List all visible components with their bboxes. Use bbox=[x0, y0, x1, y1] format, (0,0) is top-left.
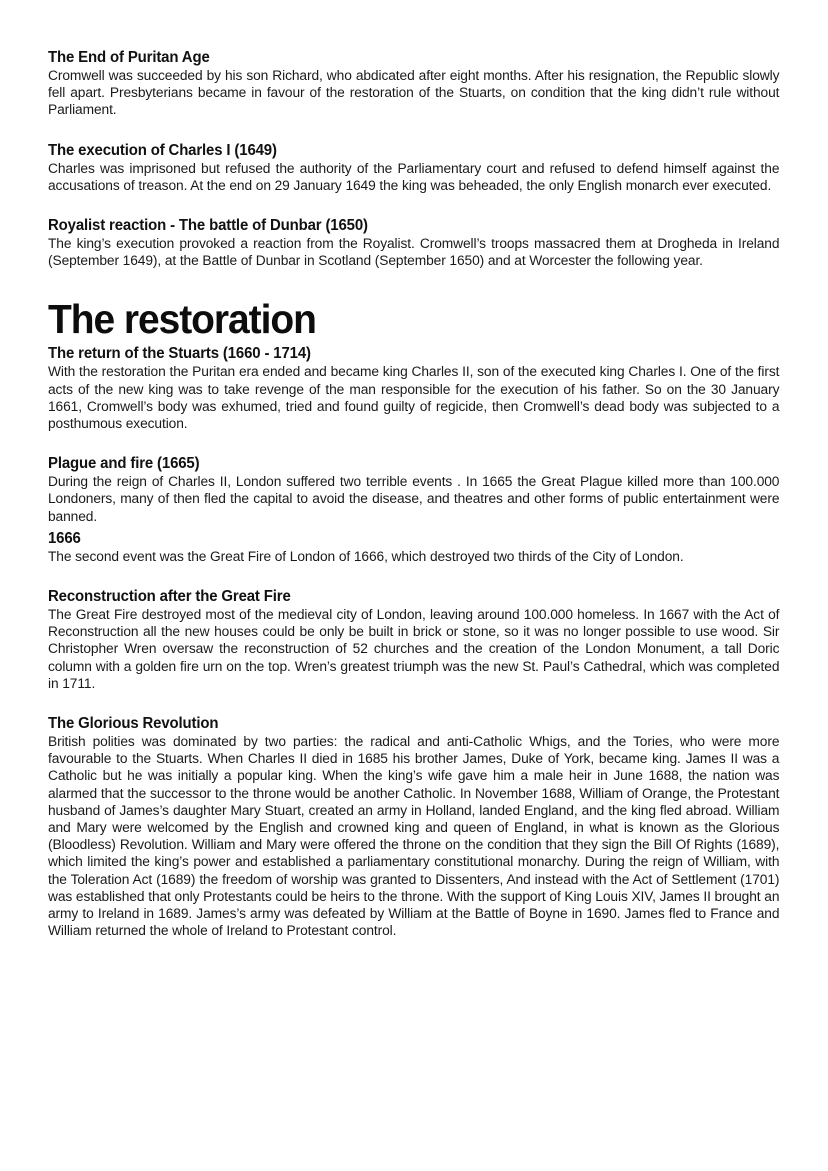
section-execution-of-charles-i bbox=[48, 141, 780, 195]
page-title: The restoration bbox=[48, 296, 316, 343]
section-heading: The Glorious Revolution bbox=[48, 715, 219, 733]
section-heading: 1666 bbox=[48, 529, 81, 547]
spacer bbox=[48, 693, 780, 714]
section-end-of-puritan-age bbox=[48, 48, 780, 120]
section-paragraph: The Great Fire destroyed most of the medieval city of London, leaving around 100.000 homeless. In 1667 with the Act of Reconstruction all the new houses could be only be built in brick or stone, so it was no longer possible to use wood. Sir Christopher Wren oversaw the reconstruction of 52 churches and the creation of the London Monument, a tall Doric column with a golden fire urn on the top. Wren’s greatest triumph was the new St. Paul’s Cathedral, which was completed in 1711. bbox=[48, 607, 780, 692]
section-heading: The End of Puritan Age bbox=[48, 49, 210, 66]
section-1666 bbox=[48, 529, 780, 566]
spacer bbox=[48, 195, 780, 216]
section-paragraph: British polities was dominated by two parties: the radical and anti-Catholic Whigs, and the Tories, who were more favourable to the Stuarts. When Charles II died in 1685 his brother James, Duke of York, became king. James II was a Catholic but he was initially a popular king. When the king’s wife gave him a male heir in June 1688, the nation was alarmed that the successor to the throne would be another Catholic. In November 1688, William of Orange, the Protestant husband of James’s daughter Mary Stuart, created an army in Holland, landed England, and the king fled abroad. William and Mary were welcomed by the English and crowned king and queen of England, in what is known as the Glorious (Bloodless) Revolution. William and Mary were offered the throne on the condition that they sign the Bill Of Rights (1689), which limited the king’s power and established a parliamentary constitutional monarchy. During the reign of William, with the Toleration Act (1689) the freedom of worship was granted to Dissenters, And instead with the Act of Settlement (1701) was established that only Protestants could be heirs to the throne. With the support of King Louis XIV, James II brought an army to Ireland in 1689. James’s army was defeated by William at the Battle of Boyne in 1690. James fled to France and William returned the whole of Ireland to Protestant control. bbox=[48, 734, 780, 940]
section-heading: The execution of Charles I (1649) bbox=[48, 141, 277, 159]
spacer bbox=[48, 270, 780, 296]
section-reconstruction-after-great-fire bbox=[48, 587, 780, 693]
section-royalist-reaction-dunbar bbox=[48, 216, 780, 270]
section-heading: Reconstruction after the Great Fire bbox=[48, 588, 291, 606]
section-paragraph: The king’s execution provoked a reaction from the Royalist. Cromwell’s troops massacred them at Drogheda in Ireland (September 1649), at the Battle of Dunbar in Scotland (September 1650) and at Worcester the following year. bbox=[48, 236, 780, 270]
section-paragraph: During the reign of Charles II, London suffered two terrible events . In 1665 the Great Plague killed more than 100.000 Londoners, many of then fled the capital to avoid the disease, and theatres and other forms of public entertainment were banned. bbox=[48, 474, 780, 525]
section-plague-and-fire bbox=[48, 454, 780, 526]
section-heading: Plague and fire (1665) bbox=[48, 455, 200, 473]
section-paragraph: With the restoration the Puritan era ended and became king Charles II, son of the executed king Charles I. One of the first acts of the new king was to take revenge of the man responsible for the execution of his father. So on the 30 January 1661, Cromwell’s body was exhumed, tried and found guilty of regicide, then Cromwell’s dead body was subjected to a posthumous execution. bbox=[48, 364, 780, 433]
spacer bbox=[48, 566, 780, 587]
spacer bbox=[48, 120, 780, 141]
section-paragraph: Cromwell was succeeded by his son Richard, who abdicated after eight months. After his resignation, the Republic slowly fell apart. Presbyterians became in favour of the restoration of the Stuarts, on condition that the king didn’t rule without Parliament. bbox=[48, 68, 780, 119]
section-paragraph: Charles was imprisoned but refused the authority of the Parliamentary court and refused to defend himself against the accusations of treason. At the end on 29 January 1649 the king was beheaded, the only English monarch ever executed. bbox=[48, 160, 780, 194]
section-return-of-the-stuarts bbox=[48, 344, 780, 433]
spacer bbox=[48, 433, 780, 454]
document-content bbox=[48, 48, 780, 941]
section-heading: The return of the Stuarts (1660 - 1714) bbox=[48, 345, 311, 363]
section-heading: Royalist reaction - The battle of Dunbar (1650) bbox=[48, 217, 368, 235]
section-glorious-revolution bbox=[48, 714, 780, 940]
section-paragraph: The second event was the Great Fire of London of 1666, which destroyed two thirds of the City of London. bbox=[48, 548, 684, 565]
